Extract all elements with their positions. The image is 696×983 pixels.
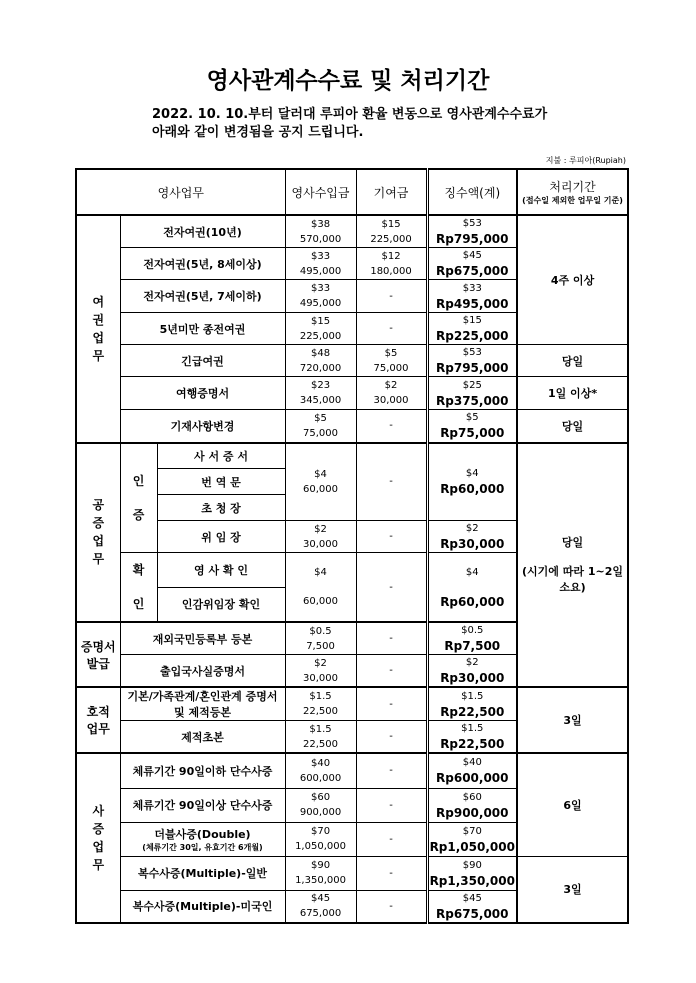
fee-rupiah: 495,000	[299, 265, 342, 277]
tot-rupiah: Rp22,500	[440, 704, 505, 719]
tot-rupiah: Rp60,000	[440, 482, 505, 497]
fee-usd: $60	[310, 792, 331, 803]
tot-cell	[427, 890, 517, 923]
fee-usd: $23	[310, 380, 331, 391]
tot-usd: $70	[462, 825, 482, 837]
tot-usd: $45	[462, 892, 482, 904]
fee-rupiah: 225,000	[299, 330, 342, 342]
dash: -	[389, 833, 393, 845]
con-cell	[356, 521, 427, 553]
tot-rupiah: Rp495,000	[436, 296, 509, 311]
tot-cell	[427, 753, 517, 788]
table-row	[76, 443, 628, 469]
tot-rupiah: Rp675,000	[436, 906, 509, 921]
con-usd: $5	[384, 347, 398, 359]
fee-usd: $1.5	[309, 723, 332, 735]
dash: -	[389, 799, 393, 811]
tot-cell	[427, 687, 517, 721]
tot-usd: $5	[465, 412, 479, 424]
period-cell	[517, 753, 628, 856]
con-cell	[356, 443, 427, 521]
fee-rupiah: 600,000	[299, 772, 342, 784]
tot-cell	[427, 248, 517, 280]
period-note: (시기에 따라 1~2일 소요)	[522, 565, 623, 595]
period-value: 3일	[563, 714, 582, 727]
con-cell	[356, 753, 427, 788]
service-label: 여행증명서	[175, 387, 230, 400]
category-text: 공증업무	[92, 498, 105, 567]
tot-rupiah: Rp22,500	[440, 737, 505, 751]
category-label	[120, 443, 157, 553]
con-cell	[356, 822, 427, 856]
tot-usd: $53	[462, 218, 482, 229]
con-cell	[356, 345, 427, 377]
fee-usd: $0.5	[309, 625, 332, 637]
period-cell	[517, 443, 628, 688]
dash: -	[389, 581, 393, 593]
fee-usd: $70	[310, 826, 331, 837]
service-name	[120, 753, 285, 788]
service-name	[157, 521, 285, 553]
con-cell	[356, 553, 427, 623]
category-label	[76, 753, 120, 923]
dash: -	[389, 531, 393, 542]
con-cell	[356, 280, 427, 313]
con-cell	[356, 856, 427, 890]
service-name	[157, 443, 285, 469]
service-label: 위 임 장	[201, 530, 241, 544]
service-name	[157, 553, 285, 588]
service-name	[120, 655, 285, 688]
table-row	[76, 345, 628, 377]
tot-usd: $25	[462, 379, 482, 391]
fee-rupiah: 900,000	[299, 807, 342, 818]
service-label: 전자여권(5년, 8세이상)	[143, 257, 262, 271]
service-label: 기본/가족관계/혼인관계 증명서 및 제적등본	[127, 690, 278, 719]
fee-cell	[285, 822, 356, 856]
fee-usd: $2	[314, 523, 327, 535]
period-cell	[517, 215, 628, 345]
service-label: 기재사항변경	[170, 419, 235, 433]
fee-usd: $45	[310, 893, 331, 904]
tot-usd: $2	[465, 657, 479, 668]
tot-rupiah: Rp675,000	[436, 264, 509, 278]
service-name	[120, 248, 285, 280]
tot-rupiah: Rp795,000	[436, 361, 509, 375]
con-cell	[356, 377, 427, 410]
fee-usd: $15	[310, 315, 331, 327]
fee-cell	[285, 890, 356, 923]
tot-usd: $60	[462, 791, 482, 803]
category-label	[76, 443, 120, 623]
period-value: 3일	[563, 883, 582, 896]
dash: -	[389, 665, 393, 676]
period-cell	[517, 377, 628, 410]
tot-cell	[427, 655, 517, 688]
tot-cell	[427, 280, 517, 313]
tot-usd: $15	[462, 315, 482, 326]
table-row	[76, 687, 628, 721]
period-value: 6일	[563, 798, 582, 812]
con-cell	[356, 788, 427, 822]
tot-cell	[427, 410, 517, 443]
service-name	[157, 587, 285, 622]
tot-cell	[427, 553, 517, 623]
notice-line: 2022. 10. 10.부터 달러대 루피아 환율 변동으로 영사관계수수료가	[152, 107, 548, 122]
fee-cell	[285, 655, 356, 688]
tot-rupiah: Rp60,000	[440, 594, 505, 609]
fee-usd: $4	[314, 468, 327, 480]
service-name	[120, 345, 285, 377]
fee-rupiah: 675,000	[299, 908, 342, 919]
service-name	[120, 410, 285, 443]
header-fee: 영사수입금	[285, 169, 356, 215]
fee-cell	[285, 313, 356, 345]
service-label: 5년미만 종전여권	[159, 322, 246, 336]
tot-cell	[427, 721, 517, 754]
fee-rupiah: 60,000	[303, 483, 339, 495]
tot-cell	[427, 788, 517, 822]
tot-usd: $90	[462, 859, 482, 871]
unit-note: 지불 : 루피아(Rupiah)	[545, 156, 626, 165]
tot-usd: $45	[462, 250, 482, 261]
service-label: 출입국사실증명서	[160, 664, 246, 678]
period-value: 당일	[561, 354, 584, 368]
service-name	[120, 377, 285, 410]
tot-usd: $33	[462, 282, 482, 294]
service-label: 체류기간 90일이하 단수사증	[132, 764, 273, 778]
service-label: 사 서 증 서	[194, 449, 248, 463]
header-contribution: 기여금	[356, 169, 427, 215]
fee-cell	[285, 622, 356, 655]
tot-rupiah: Rp1,050,000	[429, 839, 515, 854]
service-label: 인감위임장 확인	[181, 598, 261, 612]
tot-rupiah: Rp600,000	[436, 771, 509, 786]
tot-rupiah: Rp795,000	[436, 232, 509, 246]
tot-rupiah: Rp900,000	[436, 805, 509, 820]
service-label: 전자여권(10년)	[163, 225, 242, 239]
fee-usd: $4	[314, 567, 327, 578]
fee-cell	[285, 856, 356, 890]
dash: -	[389, 900, 393, 912]
con-rupiah: 30,000	[373, 395, 409, 406]
con-cell	[356, 890, 427, 923]
header-period	[517, 169, 628, 215]
service-note: (체류기간 30일, 유효기간 6개월)	[142, 842, 263, 852]
dash: -	[389, 867, 393, 879]
fee-usd: $33	[310, 250, 331, 262]
notice-line: 아래와 같이 변경됨을 공지 드립니다.	[152, 125, 364, 140]
tot-cell	[427, 443, 517, 521]
dash: -	[389, 731, 393, 742]
tot-usd: $4	[465, 468, 479, 480]
fee-cell	[285, 721, 356, 754]
period-value: 당일	[561, 536, 584, 550]
fee-usd: $33	[310, 283, 331, 294]
table-header	[76, 169, 628, 215]
tot-cell	[427, 313, 517, 345]
fee-cell	[285, 345, 356, 377]
fee-rupiah: 720,000	[299, 362, 342, 374]
table-row	[76, 856, 628, 890]
dash: -	[389, 765, 393, 777]
tot-cell	[427, 377, 517, 410]
fee-cell	[285, 521, 356, 553]
tot-rupiah: Rp30,000	[440, 671, 505, 685]
category-label	[120, 553, 157, 623]
table-row	[76, 410, 628, 443]
table-row	[76, 215, 628, 248]
fee-rupiah: 495,000	[299, 298, 342, 309]
con-usd: $12	[381, 250, 401, 262]
period-value: 당일	[561, 419, 584, 433]
table-row	[76, 377, 628, 410]
con-cell	[356, 313, 427, 345]
fee-usd: $48	[310, 347, 331, 359]
con-rupiah: 75,000	[373, 362, 409, 374]
service-label: 더블사증(Double)	[154, 827, 251, 841]
service-label: 체류기간 90일이상 단수사증	[132, 799, 273, 812]
fee-rupiah: 1,050,000	[295, 841, 346, 852]
header-total: 징수액(계)	[427, 169, 517, 215]
fee-usd: $5	[314, 412, 327, 424]
con-cell	[356, 687, 427, 721]
fee-usd: $40	[310, 757, 331, 769]
fee-rupiah: 30,000	[303, 538, 339, 550]
header-service: 영사업무	[76, 169, 285, 215]
fee-rupiah: 75,000	[303, 427, 339, 439]
service-label: 복수사증(Multiple)-미국인	[132, 900, 273, 913]
tot-usd: $1.5	[461, 690, 484, 702]
service-name	[120, 822, 285, 856]
fee-cell	[285, 443, 356, 521]
fee-usd: $1.5	[309, 691, 332, 702]
category-text: 사증업무	[92, 803, 105, 872]
service-label: 초 청 장	[201, 501, 241, 515]
notice-text	[152, 106, 547, 142]
fee-cell	[285, 215, 356, 248]
tot-usd: $0.5	[461, 625, 484, 636]
con-cell	[356, 622, 427, 655]
service-label: 영 사 확 인	[194, 563, 248, 577]
category-label	[76, 215, 120, 443]
tot-usd: $53	[462, 347, 482, 358]
fee-cell	[285, 753, 356, 788]
service-name	[120, 856, 285, 890]
fee-rupiah: 345,000	[299, 395, 342, 406]
dash: -	[389, 290, 393, 302]
service-name	[120, 280, 285, 313]
service-label: 전자여권(5년, 7세이하)	[143, 290, 262, 303]
fee-rupiah: 22,500	[303, 738, 339, 750]
page-title: 영사관계수수료 및 처리기간	[206, 68, 490, 94]
con-rupiah: 180,000	[370, 265, 412, 277]
dash: -	[389, 323, 393, 334]
con-rupiah: 225,000	[370, 233, 412, 245]
period-cell	[517, 856, 628, 923]
tot-cell	[427, 345, 517, 377]
tot-usd: $40	[462, 757, 482, 769]
fee-rupiah: 7,500	[306, 640, 335, 652]
period-note: (접수일 제외한 업무일 기준)	[522, 196, 623, 205]
tot-cell	[427, 856, 517, 890]
fee-cell	[285, 410, 356, 443]
service-label: 제적초본	[181, 730, 224, 744]
category-text: 인증	[132, 473, 145, 522]
period-value: 1일 이상*	[547, 387, 598, 400]
category-label: 증명서 발급	[76, 622, 120, 687]
tot-rupiah: Rp225,000	[436, 329, 509, 343]
category-text: 확인	[132, 563, 145, 611]
table-row	[76, 753, 628, 788]
con-usd: $15	[381, 218, 401, 230]
con-cell	[356, 215, 427, 248]
service-name	[120, 788, 285, 822]
category-label: 호적업무	[76, 687, 120, 753]
tot-usd: $2	[465, 523, 479, 534]
tot-rupiah: Rp1,350,000	[429, 873, 515, 888]
dash: -	[389, 633, 393, 644]
con-cell	[356, 248, 427, 280]
tot-cell	[427, 622, 517, 655]
service-name	[120, 313, 285, 345]
dash: -	[389, 420, 393, 432]
period-cell	[517, 687, 628, 753]
tot-cell	[427, 521, 517, 553]
tot-usd: $1.5	[461, 723, 484, 734]
fee-usd: $90	[310, 860, 331, 871]
tot-cell	[427, 822, 517, 856]
period-cell	[517, 345, 628, 377]
service-label: 번 역 문	[201, 475, 241, 489]
service-name	[120, 622, 285, 655]
period-value: 4주 이상	[550, 274, 595, 287]
service-name	[157, 495, 285, 521]
con-cell	[356, 655, 427, 688]
fee-table	[75, 168, 629, 924]
fee-cell	[285, 687, 356, 721]
service-name	[157, 469, 285, 495]
fee-rupiah: 30,000	[303, 672, 339, 684]
service-label: 재외국민등록부 등본	[152, 632, 253, 646]
category-text: 여권업무	[92, 294, 105, 363]
service-name	[120, 721, 285, 754]
fee-usd: $2	[314, 657, 327, 669]
period-cell	[517, 410, 628, 443]
dash: -	[389, 698, 393, 710]
con-cell	[356, 410, 427, 443]
tot-usd: $4	[465, 566, 479, 578]
fee-rupiah: 1,350,000	[295, 875, 346, 886]
tot-cell	[427, 215, 517, 248]
dash: -	[389, 476, 393, 488]
tot-rupiah: Rp75,000	[440, 426, 505, 441]
fee-rupiah: 60,000	[303, 596, 339, 607]
service-name	[120, 215, 285, 248]
fee-cell	[285, 377, 356, 410]
period-label: 처리기간	[549, 180, 596, 194]
fee-cell	[285, 788, 356, 822]
fee-cell	[285, 553, 356, 623]
con-usd: $2	[384, 380, 398, 391]
fee-rupiah: 570,000	[299, 233, 342, 245]
service-label: 긴급여권	[181, 354, 224, 368]
fee-rupiah: 22,500	[303, 706, 339, 717]
tot-rupiah: Rp7,500	[444, 639, 501, 653]
service-name	[120, 890, 285, 923]
tot-rupiah: Rp30,000	[440, 537, 505, 551]
tot-rupiah: Rp375,000	[436, 393, 509, 408]
service-label: 복수사증(Multiple)-일반	[137, 867, 268, 880]
con-cell	[356, 721, 427, 754]
service-name	[120, 687, 285, 721]
fee-usd: $38	[310, 218, 331, 230]
fee-cell	[285, 280, 356, 313]
fee-cell	[285, 248, 356, 280]
